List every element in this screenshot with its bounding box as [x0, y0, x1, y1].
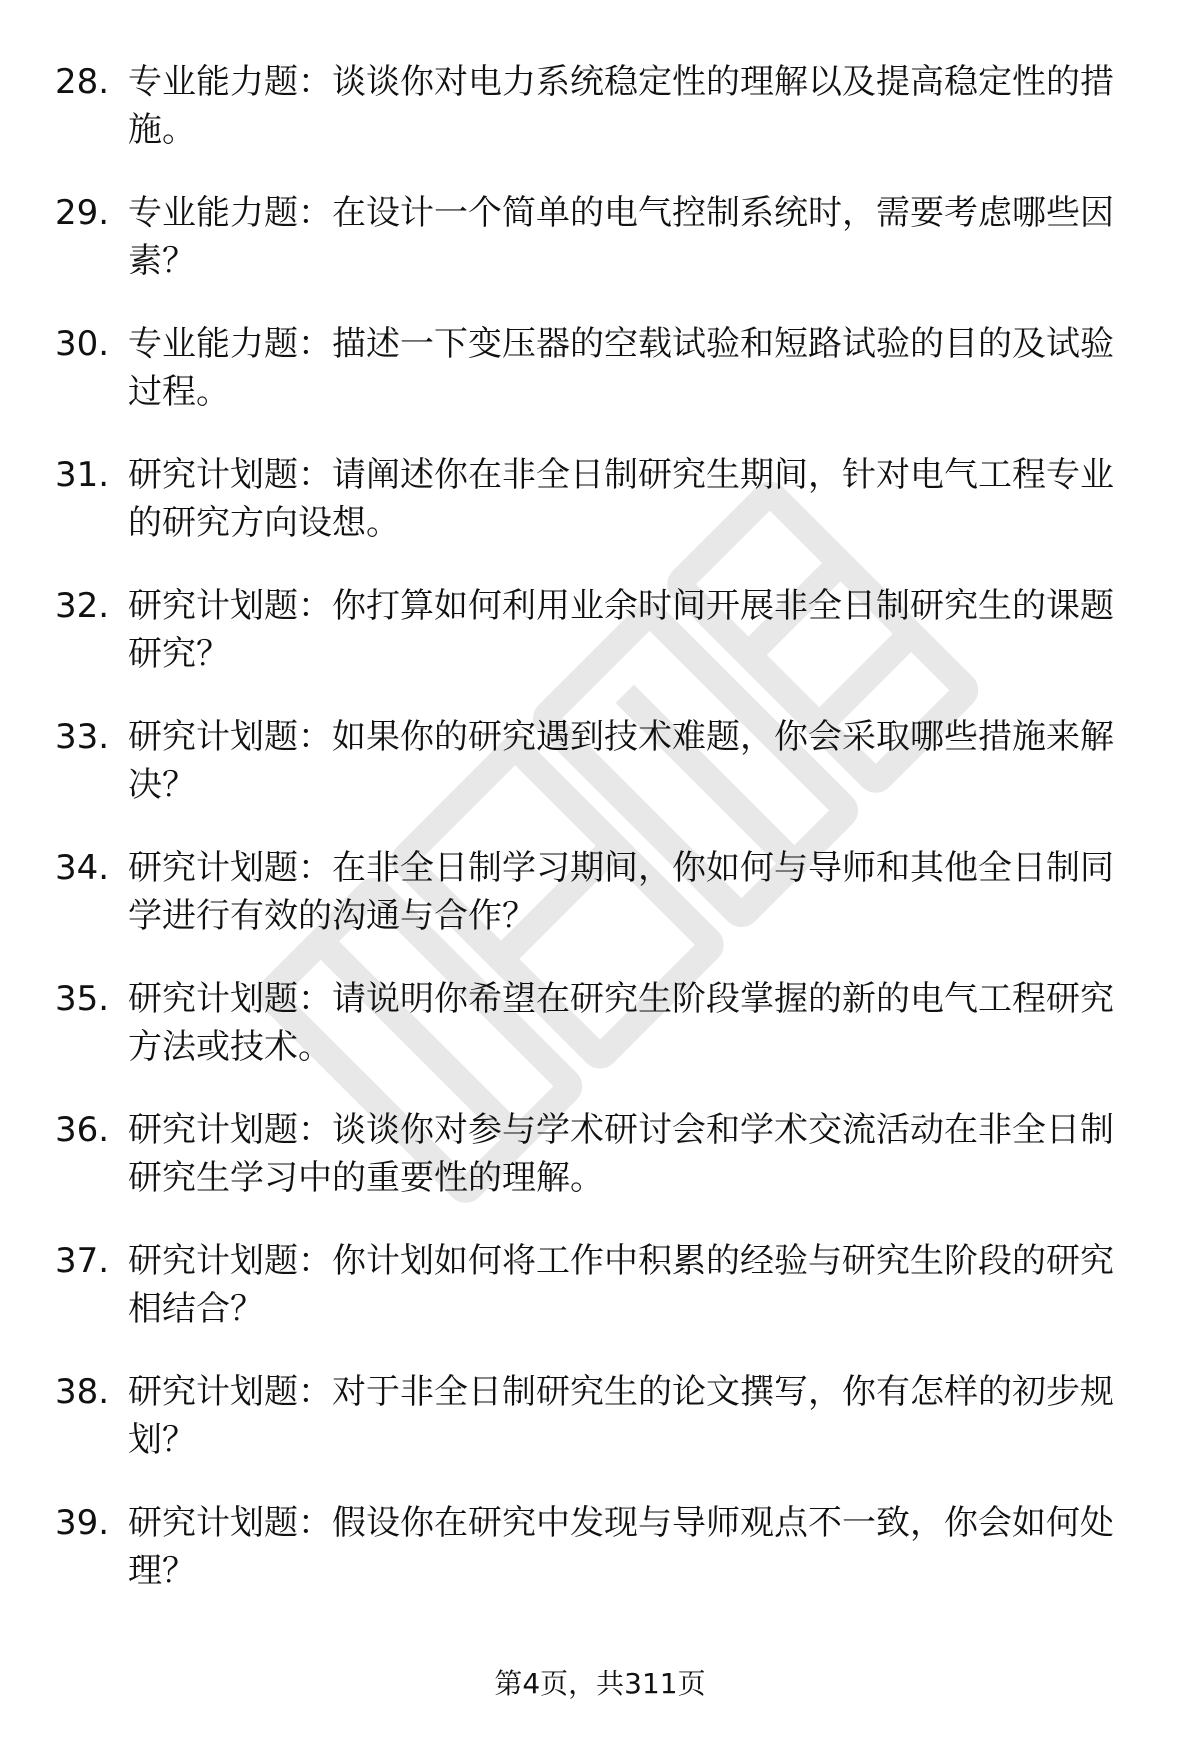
question-item — [0, 1106, 1200, 1237]
question-item — [0, 844, 1200, 975]
question-number: 32. — [55, 586, 110, 626]
page-footer: 第4页，共311页 — [494, 1667, 706, 1700]
question-text: 研究计划题：请阐述你在非全日制研究生期间，针对电气工程专业的研究方向设想。 — [128, 455, 1114, 543]
question-number: 30. — [55, 324, 110, 364]
question-item — [0, 713, 1200, 844]
question-number: 28. — [55, 62, 110, 102]
question-text: 研究计划题：你打算如何利用业余时间开展非全日制研究生的课题研究？ — [128, 586, 1114, 674]
question-text: 研究计划题：请说明你希望在研究生阶段掌握的新的电气工程研究方法或技术。 — [128, 979, 1114, 1067]
question-text: 研究计划题：在非全日制学习期间，你如何与导师和其他全日制同学进行有效的沟通与合作？ — [128, 848, 1114, 936]
question-item — [0, 1237, 1200, 1368]
question-number: 34. — [55, 848, 110, 888]
question-number: 37. — [55, 1241, 110, 1281]
question-number: 31. — [55, 455, 110, 495]
question-text: 研究计划题：谈谈你对参与学术研讨会和学术交流活动在非全日制研究生学习中的重要性的理解。 — [128, 1110, 1114, 1198]
question-text: 专业能力题：描述一下变压器的空载试验和短路试验的目的及试验过程。 — [128, 324, 1114, 412]
question-number: 36. — [55, 1110, 110, 1150]
question-text: 研究计划题：假设你在研究中发现与导师观点不一致，你会如何处理？ — [128, 1503, 1114, 1591]
question-text: 研究计划题：你计划如何将工作中积累的经验与研究生阶段的研究相结合？ — [128, 1241, 1114, 1329]
question-text: 专业能力题：谈谈你对电力系统稳定性的理解以及提高稳定性的措施。 — [128, 62, 1114, 150]
question-item — [0, 582, 1200, 713]
question-text: 研究计划题：对于非全日制研究生的论文撰写，你有怎样的初步规划？ — [128, 1372, 1114, 1460]
question-item — [0, 1499, 1200, 1630]
question-item — [0, 451, 1200, 582]
question-item — [0, 975, 1200, 1106]
question-item — [0, 189, 1200, 320]
question-text: 研究计划题：如果你的研究遇到技术难题，你会采取哪些措施来解决？ — [128, 717, 1114, 805]
question-number: 38. — [55, 1372, 110, 1412]
question-item — [0, 320, 1200, 451]
question-text: 专业能力题：在设计一个简单的电气控制系统时，需要考虑哪些因素？ — [128, 193, 1114, 281]
question-item — [0, 58, 1200, 189]
question-item — [0, 1368, 1200, 1499]
question-number: 35. — [55, 979, 110, 1019]
question-number: 33. — [55, 717, 110, 757]
question-list — [0, 58, 1200, 1630]
question-number: 29. — [55, 193, 110, 233]
question-number: 39. — [55, 1503, 110, 1543]
